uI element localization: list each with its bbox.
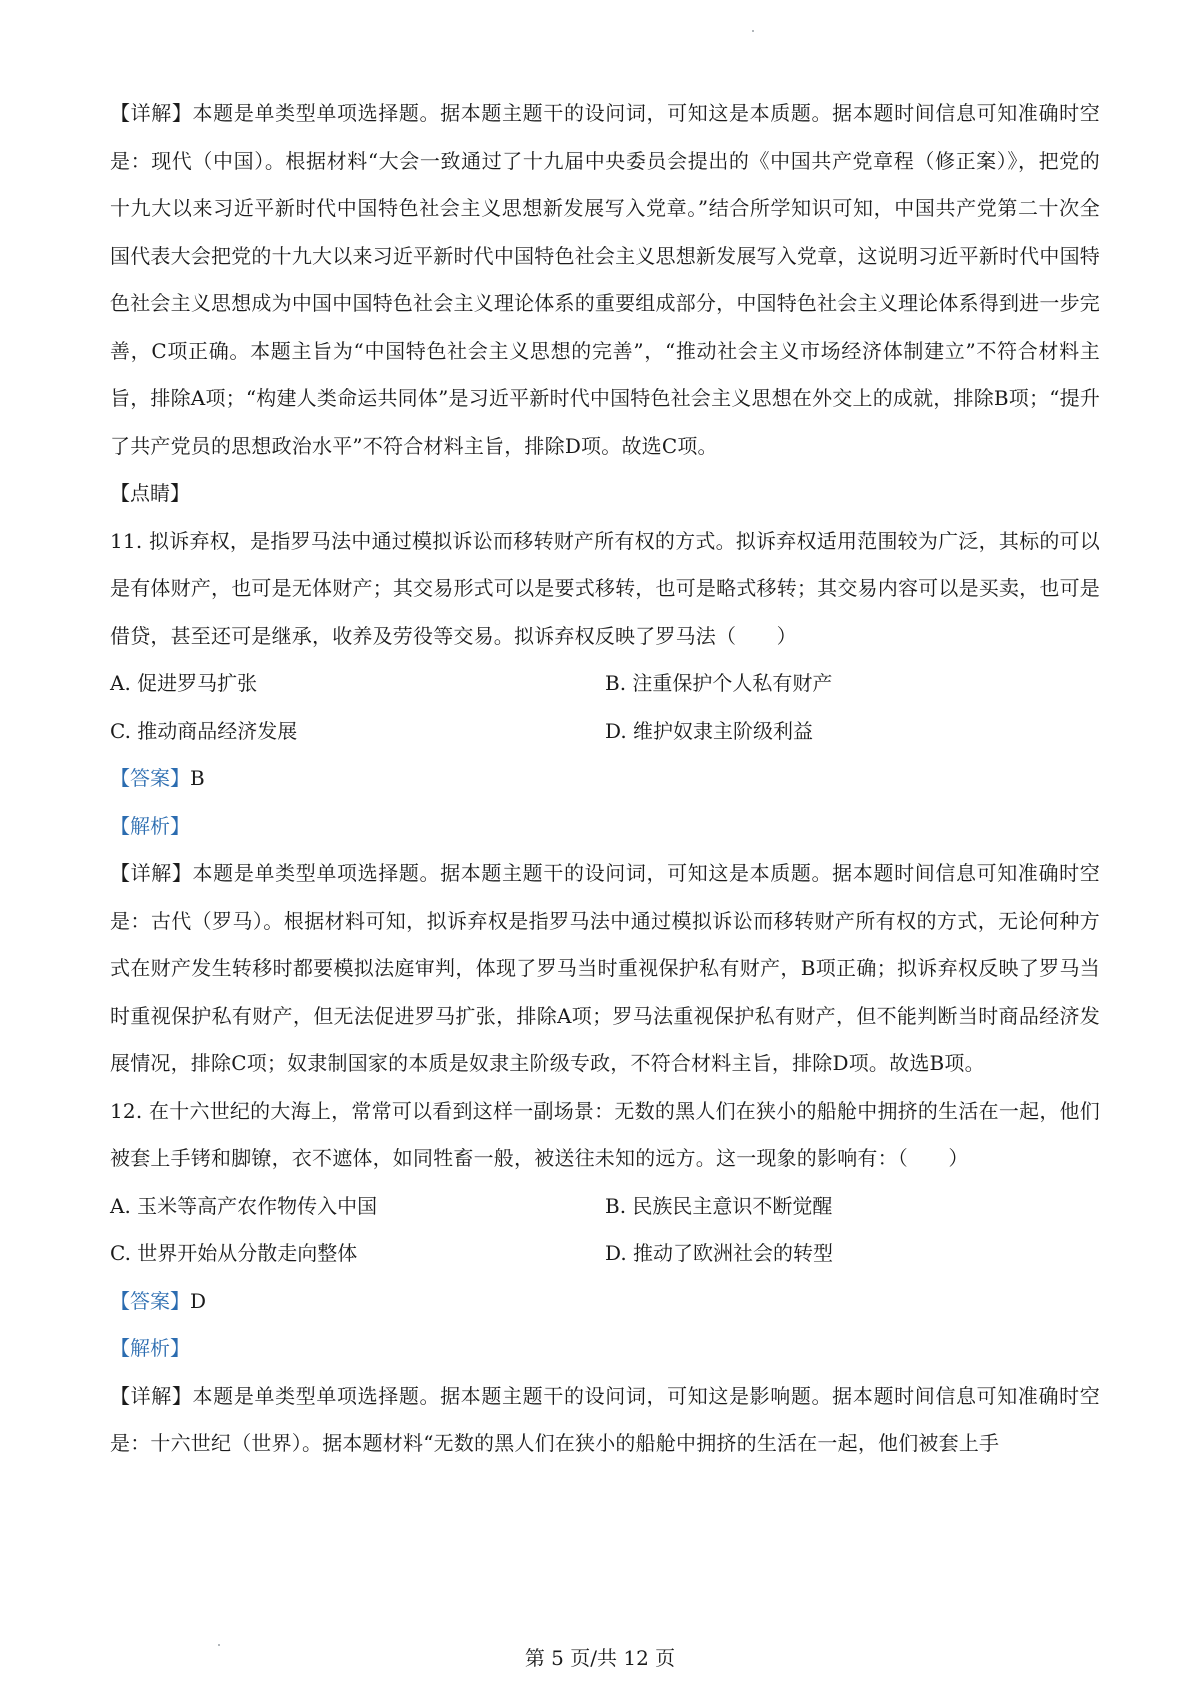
q12-option-c: C. 世界开始从分散走向整体: [110, 1241, 358, 1265]
q12-detail-paragraph: [110, 1373, 1100, 1468]
q12-stem: 12. 在十六世纪的大海上，常常可以看到这样一副场景：无数的黑人们在狭小的船舱中拥挤的生活在一起，他们被套上手铐和脚镣，衣不遮体，如同牲畜一般，被送往未知的远方。这一现象的影响有：（ ）: [110, 1098, 1100, 1170]
page-footer: 第 5 页/共 12 页: [524, 1646, 676, 1670]
q10-dianjing: 【点睛】: [110, 481, 190, 505]
scan-speck: [752, 30, 754, 32]
q11-stem: 11. 拟诉弃权，是指罗马法中通过模拟诉讼而移转财产所有权的方式。拟诉弃权适用范围较为广泛，其标的可以是有体财产，也可是无体财产；其交易形式可以是要式移转，也可是略式移转；其交易内容可以是买卖，也可是借贷，甚至还可是继承，收养及劳役等交易。拟诉弃权反映了罗马法（ ）: [110, 528, 1100, 648]
q11-detail-text: 本题是单类型单项选择题。据本题主题干的设问词，可知这是本质题。据本题时间信息可知准确时空是：古代（罗马）。根据材料可知，拟诉弃权是指罗马法中通过模拟诉讼而移转财产所有权的方式，无论何种方式在财产发生转移时都要模拟法庭审判，体现了罗马当时重视保护私有财产，B项正确；拟诉弃权反映了罗马当时重视保护私有财产，但无法促进罗马扩张，排除A项；罗马法重视保护私有财产，但不能判断当时商品经济发展情况，排除C项；奴隶制国家的本质是奴隶主阶级专政，不符合材料主旨，排除D项。故选B项。: [110, 861, 1100, 1075]
q11-options: [110, 660, 1100, 755]
q12-detail-label: 【详解】: [110, 1383, 193, 1408]
q11-answer-value: B: [190, 766, 205, 790]
q12-options: [110, 1183, 1100, 1278]
q11-analysis-label: 【解析】: [110, 813, 190, 838]
q12-option-a: A. 玉米等高产农作物传入中国: [110, 1193, 378, 1218]
q10-detail-label: 【详解】: [110, 101, 193, 125]
q12-answer-label: 【答案】: [110, 1288, 190, 1313]
q12-analysis-label: 【解析】: [110, 1336, 190, 1360]
q11-option-c: C. 推动商品经济发展: [110, 718, 298, 743]
q11-option-a: A. 促进罗马扩张: [110, 671, 258, 695]
q11-detail-paragraph: [110, 850, 1100, 1088]
q12-option-d: D. 推动了欧洲社会的转型: [605, 1241, 834, 1265]
q11-answer-label: 【答案】: [110, 766, 190, 790]
q10-detail-paragraph: [110, 90, 1100, 470]
q12-answer-value: D: [190, 1288, 207, 1313]
q11-answer: [110, 755, 1100, 803]
page-content: [110, 90, 1100, 1468]
q12-answer: [110, 1278, 1100, 1326]
q11-detail-label: 【详解】: [110, 861, 193, 885]
q12-option-b: B. 民族民主意识不断觉醒: [605, 1193, 833, 1218]
q12-detail-text: 本题是单类型单项选择题。据本题主题干的设问词，可知这是影响题。据本题时间信息可知准确时空是：十六世纪（世界）。据本题材料“无数的黑人们在狭小的船舱中拥挤的生活在一起，他们被套上手: [110, 1383, 1100, 1455]
q11-option-b: B. 注重保护个人私有财产: [605, 671, 833, 695]
q11-option-d: D. 维护奴隶主阶级利益: [605, 718, 814, 743]
q10-detail-text: 本题是单类型单项选择题。据本题主题干的设问词，可知这是本质题。据本题时间信息可知准确时空是：现代（中国）。根据材料“大会一致通过了十九届中央委员会提出的《中国共产党章程（修正案）》，把党的十九大以来习近平新时代中国特色社会主义思想新发展写入党章。”结合所学知识可知，中国共产党第二十次全国代表大会把党的十九大以来习近平新时代中国特色社会主义思想新发展写入党章，这说明习近平新时代中国特色社会主义思想成为中国中国特色社会主义理论体系的重要组成部分，中国特色社会主义理论体系得到进一步完善，C项正确。本题主旨为“中国特色社会主义思想的完善”，“推动社会主义市场经济体制建立”不符合材料主旨，排除A项；“构建人类命运共同体”是习近平新时代中国特色社会主义思想在外交上的成就，排除B项；“提升了共产党员的思想政治水平”不符合材料主旨，排除D项。故选C项。: [110, 101, 1101, 458]
